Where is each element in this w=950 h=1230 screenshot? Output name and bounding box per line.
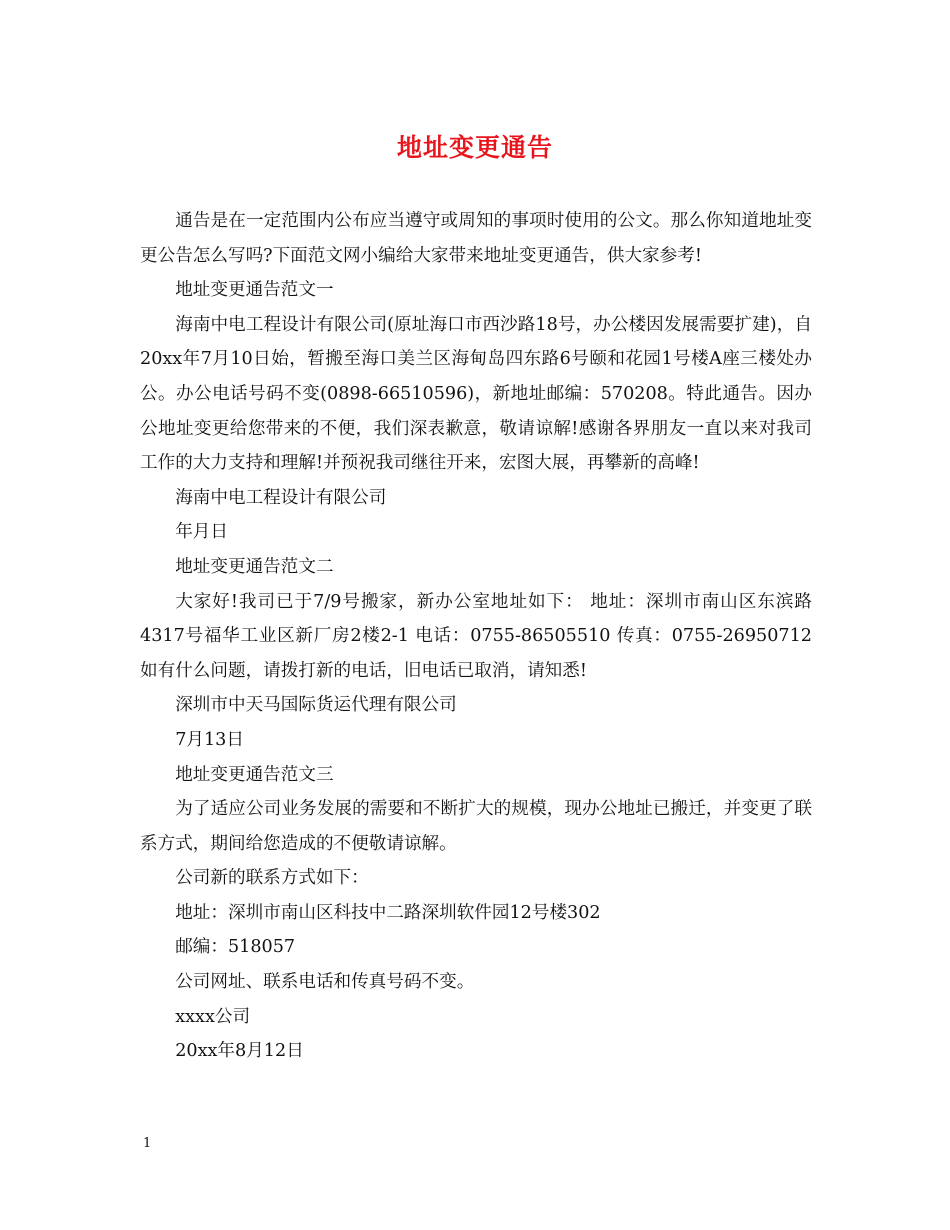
sample-three-body: 为了适应公司业务发展的需要和不断扩大的规模，现办公地址已搬迁，并变更了联系方式，期间给您造成的不便敬请谅解。 bbox=[140, 799, 812, 854]
sample-two-signature: 深圳市中天马国际货运代理有限公司 bbox=[175, 695, 457, 716]
sample-two-body: 大家好!我司已于7/9号搬家，新办公室地址如下： 地址：深圳市南山区东滨路4317号福华工业区新厂房2楼2-1 电话：0755-86505510 传真：0755-26950712 如有什么问题，请拨打新的电话，旧电话已取消，请知悉! bbox=[140, 591, 812, 681]
sample-three-address: 地址：深圳市南山区科技中二路深圳软件园12号楼302 bbox=[175, 902, 601, 923]
sample-three-contact-intro: 公司新的联系方式如下： bbox=[175, 868, 369, 889]
sample-one-body: 海南中电工程设计有限公司(原址海口市西沙路18号，办公楼因发展需要扩建)，自20xx年7月10日始，暂搬至海口美兰区海甸岛四东路6号颐和花园1号楼A座三楼处办公。办公电话号码不变(0898-66510596)，新地址邮编：570208。特此通告。因办公地址变更给您带来的不便，我们深表歉意，敬请谅解!感谢各界朋友一直以来对我司工作的大力支持和理解!并预祝我司继往开来，宏图大展，再攀新的高峰! bbox=[140, 314, 812, 474]
sample-three-signature: xxxx公司 bbox=[175, 1006, 251, 1027]
sample-three-date: 20xx年8月12日 bbox=[175, 1041, 304, 1062]
section-heading-sample-three: 地址变更通告范文三 bbox=[175, 764, 334, 785]
sample-three-note: 公司网址、联系电话和传真号码不变。 bbox=[175, 972, 475, 993]
section-heading-sample-one: 地址变更通告范文一 bbox=[175, 280, 334, 301]
sample-one-signature: 海南中电工程设计有限公司 bbox=[175, 487, 387, 508]
sample-two-date: 7月13日 bbox=[175, 729, 244, 750]
document-title: 地址变更通告 bbox=[396, 133, 553, 162]
sample-three-postcode: 邮编：518057 bbox=[175, 937, 296, 958]
document-body bbox=[140, 204, 812, 1069]
page-number: 1 bbox=[143, 1136, 152, 1151]
sample-one-date: 年月日 bbox=[175, 522, 228, 543]
intro-paragraph: 通告是在一定范围内公布应当遵守或周知的事项时使用的公文。那么你知道地址变更公告怎么写吗?下面范文网小编给大家带来地址变更通告，供大家参考! bbox=[140, 211, 812, 266]
section-heading-sample-two: 地址变更通告范文二 bbox=[175, 556, 334, 577]
